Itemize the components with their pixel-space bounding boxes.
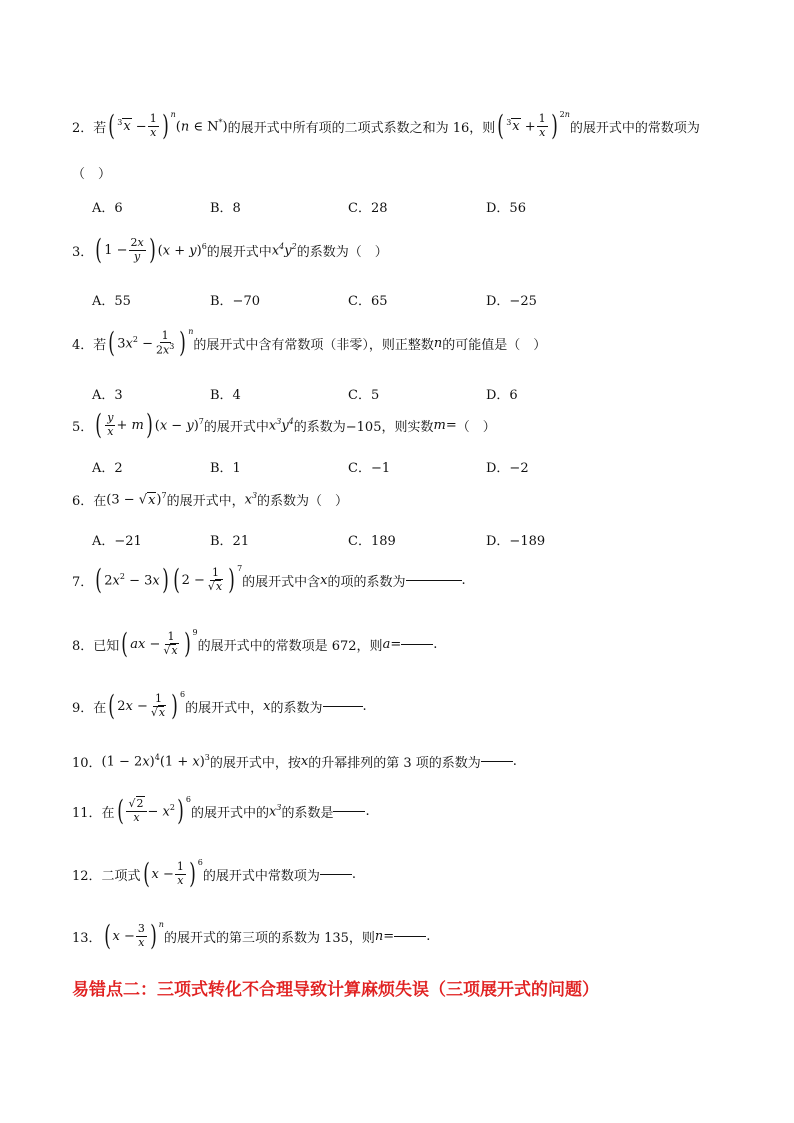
q4-option-d: D．6 [486, 388, 518, 403]
q6-tail-text: 的展开式中， [166, 494, 245, 509]
q5-tail3-text: （ ） [456, 419, 496, 435]
q9-tail2-text: 的系数为 [270, 700, 323, 716]
q6-tail2-text: 的系数为（ ） [257, 494, 349, 509]
question-5: 5． ( $\frac{y}{x}$ + m ) $(x - y)^7$ 的展开式中 $x^3y^4$ 的系数为−105，则实数 m = （ ） [72, 408, 496, 441]
q2-option-d: D．56 [486, 201, 526, 216]
q10-tail2-text: 的升幂排列的第 3 项的系数为 [308, 756, 481, 771]
q6-number: 6．在 [72, 494, 107, 509]
q11-tail-text: 的展开式中的 [191, 805, 270, 821]
q4-tail-text: 的展开式中含有常数项（非零），则正整数 [193, 337, 434, 353]
q12-tail-text: 的展开式中常数项为 [202, 868, 320, 884]
q2-option-b: B．8 [210, 201, 241, 216]
q6-option-c: C．189 [348, 534, 396, 549]
q13-tail-text: 的展开式的第三项的系数为 135，则 [163, 930, 375, 946]
q3-option-d: D．−25 [486, 294, 537, 309]
q3-option-b: B．−70 [210, 294, 260, 309]
question-9: 9．在 ( 2x − $\frac{1}{√x}$ ) 6 的展开式中， x 的系数为 . [72, 689, 367, 722]
question-3: 3． ( 1 − $\frac{2x}{y}$ ) $(x + y)^6$ 的展开式中 $x^4y^2$ 的系数为（ ） [72, 233, 388, 266]
q6-option-d: D．−189 [486, 534, 546, 549]
q12-answer-blank[interactable] [320, 874, 352, 875]
q11-number: 11．在 [72, 805, 115, 821]
question-13: 13． ( x − $\frac{3}{x}$ ) n 的展开式的第三项的系数为 135，则 n = . [72, 919, 431, 952]
question-12: 12．二项式 ( x − $\frac{1}{x}$ ) 6 的展开式中常数项为 . [72, 857, 357, 890]
q8-number: 8．已知 [72, 638, 120, 654]
q3-tail2-text: 的系数为（ ） [296, 244, 388, 260]
q3-number: 3． [72, 244, 94, 260]
q7-answer-blank[interactable] [406, 580, 462, 581]
q4-tail2-text: 的可能值是（ ） [442, 337, 547, 353]
q13-answer-blank[interactable] [394, 936, 426, 937]
q2-paren: （ ） [72, 167, 112, 182]
question-7: 7． ( $2x^2 - 3x$ ) ( 2 − $\frac{1}{√x}$ ) 7 的展开式中含 x 的项的系数为 . [72, 563, 466, 596]
q4-option-b: B．4 [210, 388, 241, 403]
q10-tail-text: 的展开式中，按 [209, 756, 301, 771]
question-2: 2．若 ( $^3$x − $\frac{1}{x}$ ) n (n ∈ N*) 的展开式中所有项的二项式系数之和为 16，则 ( $^3$x + $\frac{1}{x}$ ) 2n 的展开式中的常数项为 [72, 109, 700, 142]
q3-option-c: C．65 [348, 294, 388, 309]
q6-option-a: A．−21 [92, 534, 142, 549]
q5-option-c: C．−1 [348, 461, 391, 476]
q3-option-a: A．55 [92, 294, 131, 309]
q4-number: 4．若 [72, 337, 107, 353]
q4-option-c: C．5 [348, 388, 380, 403]
question-4: 4．若 ( $3x^2$ − $\frac{1}{2x^3}$ ) n 的展开式中含有常数项（非零），则正整数 n 的可能值是（ ） [72, 326, 547, 359]
q2-tail-text: 的展开式中的常数项为 [569, 120, 700, 136]
q4-option-a: A．3 [92, 388, 123, 403]
q2-option-c: C．28 [348, 201, 388, 216]
q5-option-d: D．−2 [486, 461, 529, 476]
q2-number: 2．若 [72, 120, 107, 136]
question-6: 6．在 $(3 - √x)^7$ 的展开式中， $x^3$ 的系数为（ ） [72, 491, 349, 509]
q10-number: 10． [72, 756, 102, 771]
question-10: 10． $(1 - 2x)^4(1 + x)^3$ 的展开式中，按 x 的升幂排列的第 3 项的系数为 . [72, 753, 517, 771]
q13-number: 13． [72, 930, 102, 946]
q5-tail2-text: 的系数为−105，则实数 [293, 419, 434, 435]
q3-tail-text: 的展开式中 [206, 244, 272, 260]
question-8: 8．已知 ( ax − $\frac{1}{√x}$ ) 9 的展开式中的常数项是 672，则 a = . [72, 627, 438, 660]
q11-answer-blank[interactable] [333, 811, 365, 812]
q5-number: 5． [72, 419, 94, 435]
q8-tail-text: 的展开式中的常数项是 672，则 [197, 638, 383, 654]
q5-tail-text: 的展开式中 [203, 419, 269, 435]
q11-tail2-text: 的系数是 [281, 805, 334, 821]
q9-tail-text: 的展开式中， [185, 700, 264, 716]
q9-number: 9．在 [72, 700, 107, 716]
q5-option-b: B．1 [210, 461, 241, 476]
q10-answer-blank[interactable] [481, 761, 513, 762]
q7-tail-text: 的展开式中含 [242, 574, 321, 590]
q8-answer-blank[interactable] [401, 644, 433, 645]
q2-option-a: A．6 [92, 201, 123, 216]
q12-number: 12．二项式 [72, 868, 141, 884]
q7-tail2-text: 的项的系数为 [327, 574, 406, 590]
question-11: 11．在 ( $\frac{√2}{x}$ − $x^2$ ) 6 的展开式中的 $x^3$ 的系数是 . [72, 794, 370, 827]
q7-number: 7． [72, 574, 94, 590]
q2-middle-text: 的展开式中所有项的二项式系数之和为 16，则 [227, 120, 496, 136]
q5-option-a: A．2 [92, 461, 123, 476]
section-heading: 易错点二：三项式转化不合理导致计算麻烦失误（三项展开式的问题） [72, 980, 599, 1000]
q6-option-b: B．21 [210, 534, 250, 549]
q9-answer-blank[interactable] [323, 706, 363, 707]
